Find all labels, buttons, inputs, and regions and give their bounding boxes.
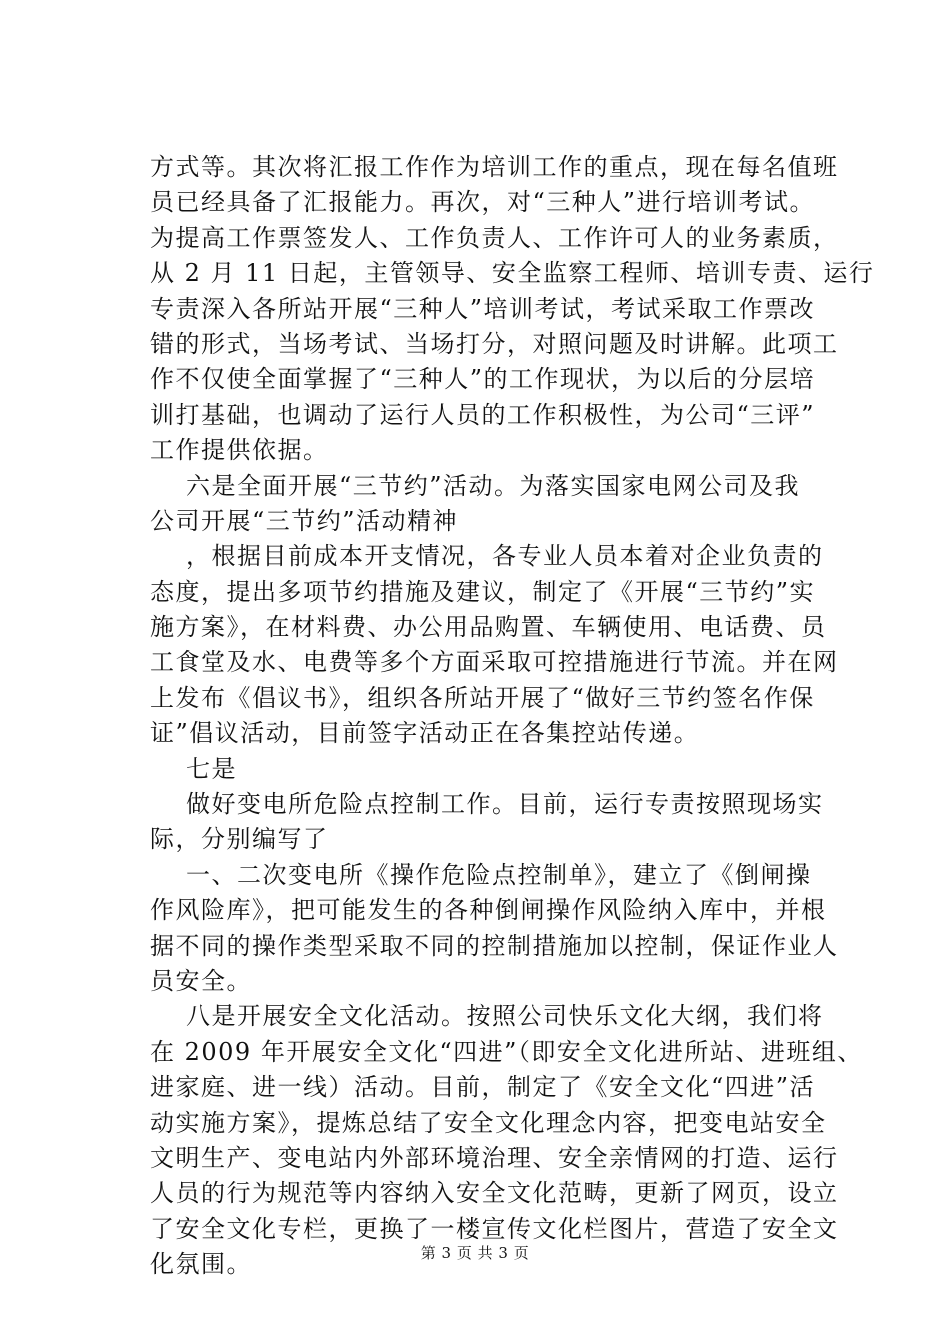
text-line: 为提高工作票签发人、工作负责人、工作许可人的业务素质， bbox=[150, 223, 839, 252]
text-line: 工作提供依据。 bbox=[150, 436, 329, 465]
text-line: 进家庭、进一线）活动。目前，制定了《安全文化“四进”活 bbox=[150, 1073, 816, 1102]
paragraph-start-line: 八是开展安全文化活动。按照公司快乐文化大纲，我们将 bbox=[186, 1002, 824, 1031]
text-line: 方式等。其次将汇报工作作为培训工作的重点，现在每名值班 bbox=[150, 153, 839, 181]
text-line: 文明生产、变电站内外部环境治理、安全亲情网的打造、运行 bbox=[150, 1143, 839, 1172]
text-line: 化氛围。 bbox=[150, 1250, 252, 1279]
text-line: 人员的行为规范等内容纳入安全文化范畴，更新了网页，设立 bbox=[150, 1179, 839, 1208]
paragraph-start-line: 做好变电所危险点控制工作。目前，运行专责按照现场实 bbox=[186, 790, 824, 819]
text-line: 了安全文化专栏，更换了一楼宣传文化栏图片，营造了安全文 bbox=[150, 1214, 839, 1243]
paragraph-start-line: ，根据目前成本开支情况，各专业人员本着对企业负责的 bbox=[186, 542, 824, 571]
text-line: 从 2 月 11 日起，主管领导、安全监察工程师、培训专责、运行 bbox=[150, 259, 875, 288]
document-body bbox=[150, 150, 875, 1283]
text-line: 施方案》，在材料费、办公用品购置、车辆使用、电话费、员 bbox=[150, 613, 827, 642]
text-line: 作风险库》，把可能发生的各种倒闸操作风险纳入库中，并根 bbox=[150, 896, 827, 925]
text-line: 员安全。 bbox=[150, 966, 252, 995]
text-line: 训打基础，也调动了运行人员的工作积极性，为公司“三评” bbox=[150, 400, 816, 429]
text-line: 错的形式，当场考试、当场打分，对照问题及时讲解。此项工 bbox=[150, 329, 839, 358]
paragraph-start-line: 一、二次变电所《操作危险点控制单》，建立了《倒闸操 bbox=[186, 860, 812, 889]
page-number-footer: 第 3 页 共 3 页 bbox=[420, 1244, 530, 1262]
paragraph-start-line: 七是 bbox=[186, 754, 237, 783]
text-line: 态度，提出多项节约措施及建议，制定了《开展“三节约”实 bbox=[150, 577, 816, 606]
text-line: 员已经具备了汇报能力。再次，对“三种人”进行培训考试。 bbox=[150, 188, 816, 217]
text-line: 专责深入各所站开展“三种人”培训考试，考试采取工作票改 bbox=[150, 294, 816, 323]
text-line: 公司开展“三节约”活动精神 bbox=[150, 506, 459, 535]
text-line: 作不仅使全面掌握了“三种人”的工作现状，为以后的分层培 bbox=[150, 365, 816, 394]
text-line: 证”倡议活动，目前签字活动正在各集控站传递。 bbox=[150, 719, 700, 748]
text-line: 据不同的操作类型采取不同的控制措施加以控制，保证作业人 bbox=[150, 931, 839, 960]
text-line: 工食堂及水、电费等多个方面采取可控措施进行节流。并在网 bbox=[150, 648, 839, 677]
text-line: 际，分别编写了 bbox=[150, 825, 329, 854]
text-line: 动实施方案》，提炼总结了安全文化理念内容，把变电站安全 bbox=[150, 1108, 827, 1137]
text-line: 上发布《倡议书》，组织各所站开展了“做好三节约签名作保 bbox=[150, 683, 815, 712]
text-line: 在 2009 年开展安全文化“四进”（即安全文化进所站、进班组、 bbox=[150, 1037, 863, 1066]
paragraph-start-line: 六是全面开展“三节约”活动。为落实国家电网公司及我 bbox=[186, 471, 801, 500]
